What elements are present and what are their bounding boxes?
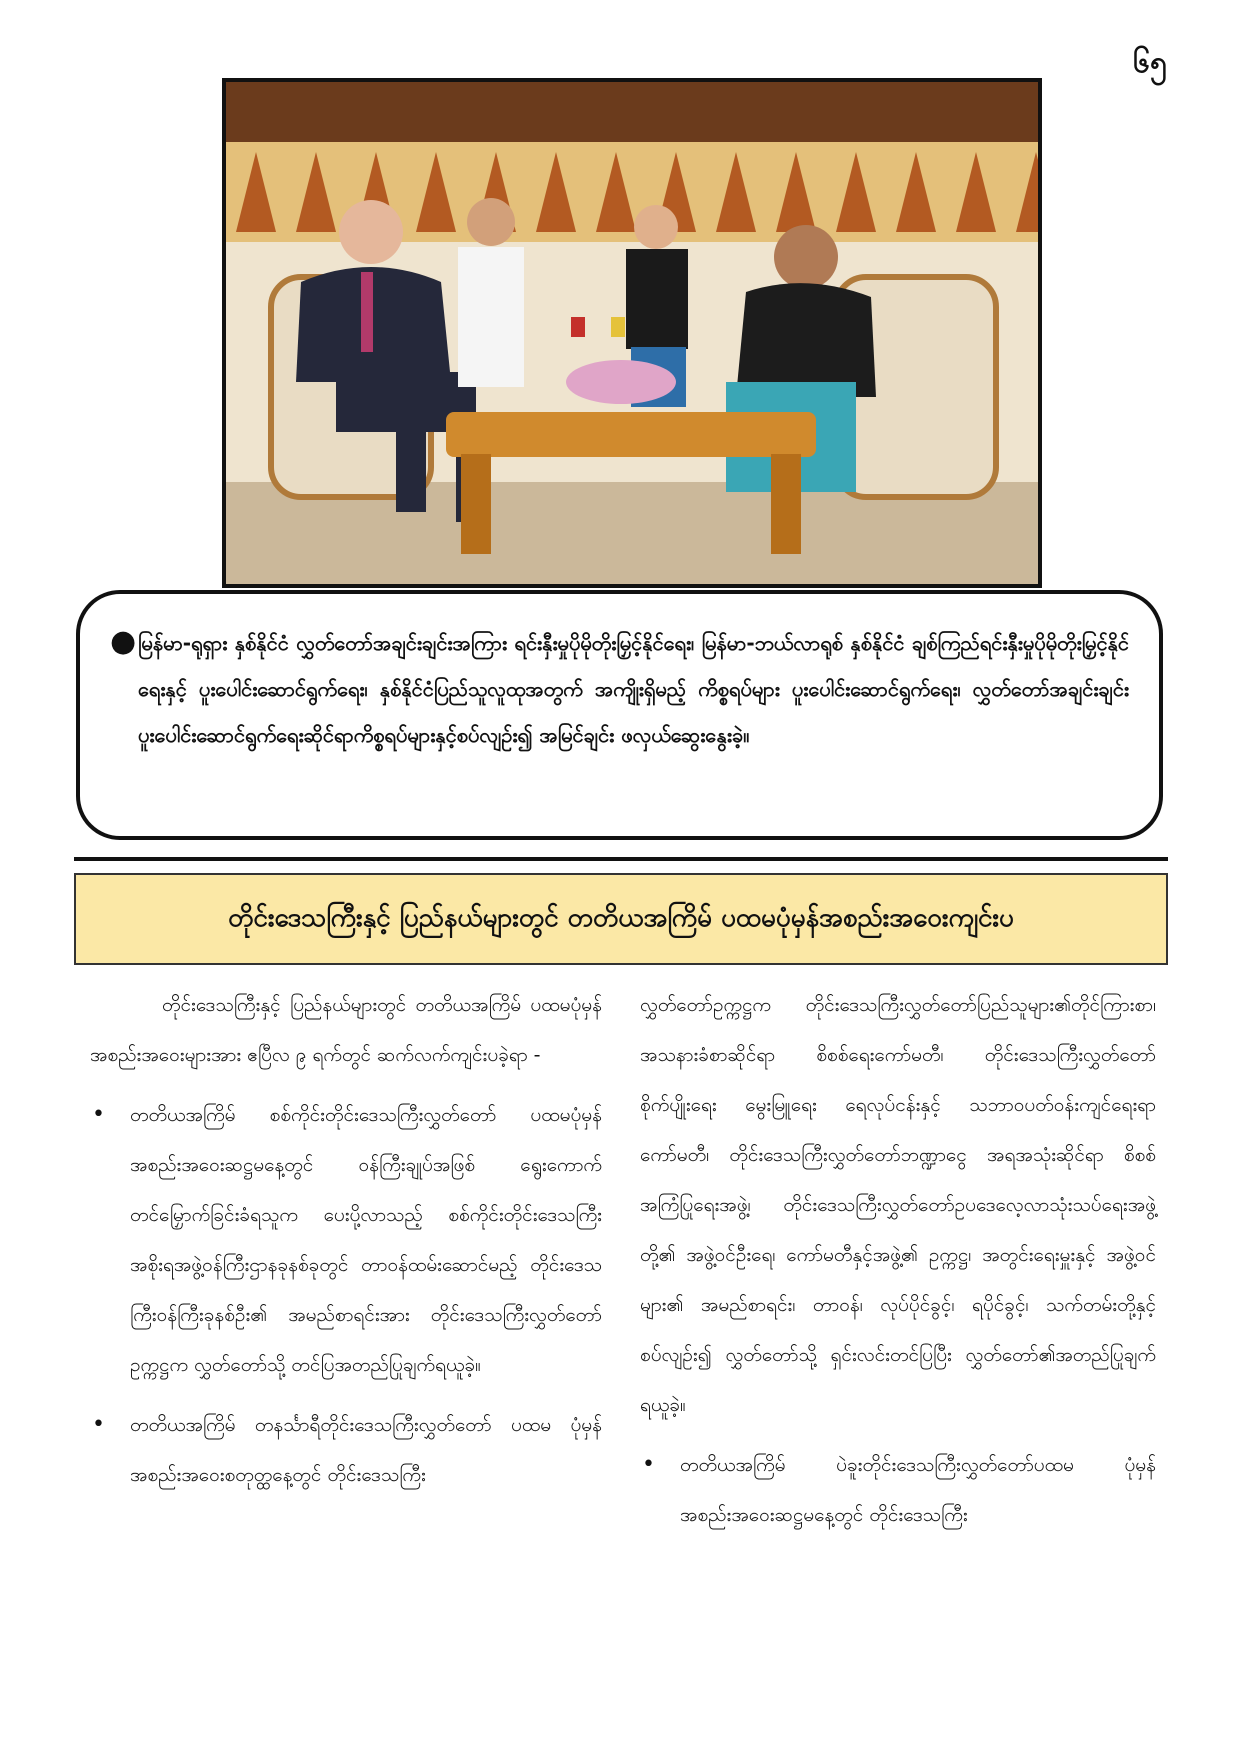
left-column	[90, 980, 602, 1500]
meeting-photo	[222, 78, 1042, 588]
list-item-text: တတိယအကြိမ် တနင်္သာရီတိုင်းဒေသကြီးလွှတ်တော် ပထမ ပုံမှန်အစည်းအဝေးစတုတ္ထနေ့တွင် တိုင်းဒေသကြီး	[130, 1414, 602, 1486]
list-item	[90, 1090, 602, 1390]
page-number: ၆၅	[1133, 45, 1167, 80]
photo-caption-box	[76, 590, 1163, 840]
list-item	[90, 1400, 602, 1500]
bullet-icon: •	[92, 1412, 105, 1437]
list-item	[640, 1440, 1156, 1540]
list-item-text: တတိယအကြိမ် စစ်ကိုင်းတိုင်းဒေသကြီးလွှတ်တော် ပထမပုံမှန်အစည်းအဝေးဆဋ္ဌမနေ့တွင် ဝန်ကြီးချုပ်အဖြစ် ရွေးကောက်တင်မြှောက်ခြင်းခံရသူက ပေးပို့လာသည့် စစ်ကိုင်းတိုင်းဒေသကြီး အစိုးရအဖွဲ့ဝန်ကြီးဌာနခုနစ်ခုတွင် တာဝန်ထမ်းဆောင်မည့် တိုင်းဒေသကြီးဝန်ကြီးခုနစ်ဦး၏ အမည်စာရင်းအား တိုင်းဒေသကြီးလွှတ်တော်ဥက္ကဋ္ဌက လွှတ်တော်သို့ တင်ပြအတည်ပြုချက်ရယူခဲ့။	[130, 1104, 602, 1376]
right-column	[640, 980, 1156, 1540]
photo-caption-text: မြန်မာ-ရုရှား နှစ်နိုင်ငံ လွှတ်တော်အချင်းချင်းအကြား ရင်းနှီးမှုပိုမိုတိုးမြှင့်နိုင်ရေး၊ မြန်မာ-ဘယ်လာရုစ် နှစ်နိုင်ငံ ချစ်ကြည်ရင်းနှီးမှုပိုမိုတိုးမြှင့်နိုင်ရေးနှင့် ပူးပေါင်းဆောင်ရွက်ရေး၊ နှစ်နိုင်ငံပြည်သူလူထုအတွက် အကျိုးရှိမည့် ကိစ္စရပ်များ ပူးပေါင်းဆောင်ရွက်ရေး၊ လွှတ်တော်အချင်းချင်း ပူးပေါင်းဆောင်ရွက်ရေးဆိုင်ရာကိစ္စရပ်များနှင့်စပ်လျဉ်း၍ အမြင်ချင်း ဖလှယ်ဆွေးနွေးခဲ့။	[138, 631, 1129, 747]
continuation-paragraph: လွှတ်တော်ဥက္ကဋ္ဌက တိုင်းဒေသကြီးလွှတ်တော်ပြည်သူများ၏တိုင်ကြားစာ၊ အသနားခံစာဆိုင်ရာ စိစစ်ရေးကော်မတီ၊ တိုင်းဒေသကြီးလွှတ်တော် စိုက်ပျိုးရေး မွေးမြူရေး ရေလုပ်ငန်းနှင့် သဘာဝပတ်ဝန်းကျင်ရေးရာကော်မတီ၊ တိုင်းဒေသကြီးလွှတ်တော်ဘဏ္ဍာငွေ အရအသုံးဆိုင်ရာ စိစစ်အကြံပြုရေးအဖွဲ့၊ တိုင်းဒေသကြီးလွှတ်တော်ဥပဒေလေ့လာသုံးသပ်ရေးအဖွဲ့တို့၏ အဖွဲ့ဝင်ဦးရေ၊ ကော်မတီနှင့်အဖွဲ့၏ ဥက္ကဋ္ဌ၊ အတွင်းရေးမှူးနှင့် အဖွဲ့ဝင်များ၏ အမည်စာရင်း၊ တာဝန်၊ လုပ်ပိုင်ခွင့်၊ ရပိုင်ခွင့်၊ သက်တမ်းတို့နှင့်စပ်လျဉ်း၍ လွှတ်တော်သို့ ရှင်းလင်းတင်ပြပြီး လွှတ်တော်၏အတည်ပြုချက်ရယူခဲ့။	[640, 994, 1156, 1416]
list-item-text: တတိယအကြိမ် ပဲခူးတိုင်းဒေသကြီးလွှတ်တော်ပထမ ပုံမှန်အစည်းအဝေးဆဋ္ဌမနေ့တွင် တိုင်းဒေသကြီး	[680, 1454, 1156, 1526]
bullet-icon: •	[92, 1102, 105, 1127]
bullet-icon: ●	[110, 624, 137, 659]
bullet-icon: •	[642, 1452, 655, 1477]
intro-paragraph: တိုင်းဒေသကြီးနှင့် ပြည်နယ်များတွင် တတိယအကြိမ် ပထမပုံမှန်အစည်းအဝေးများအား ဧပြီလ ၉ ရက်တွင် ဆက်လက်ကျင်းပခဲ့ရာ -	[90, 994, 602, 1066]
section-heading: တိုင်းဒေသကြီးနှင့် ပြည်နယ်များတွင် တတိယအကြိမ် ပထမပုံမှန်အစည်းအဝေးကျင်းပ	[74, 873, 1168, 965]
meeting-photo-illustration	[226, 82, 1038, 584]
section-divider	[74, 857, 1168, 861]
